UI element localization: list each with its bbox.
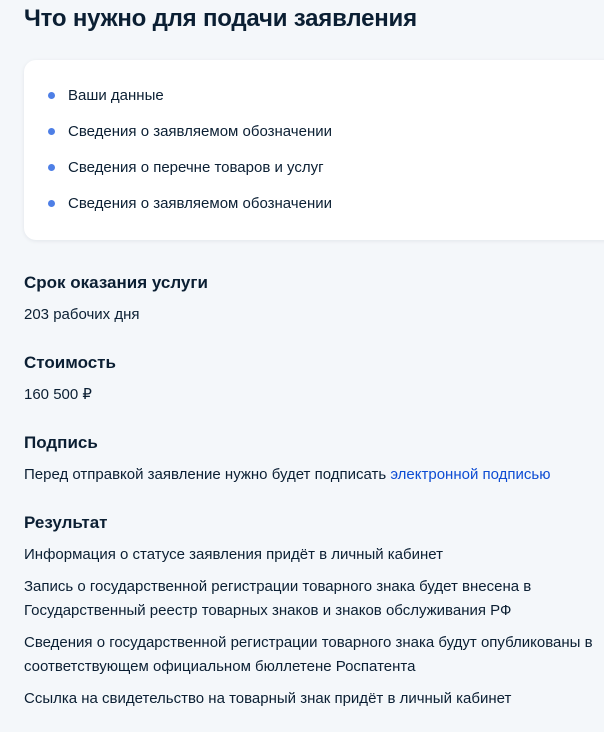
result-item: Сведения о государственной регистрации товарного знака будут опубликованы в соответствующем официальном бюллетене Роспатента xyxy=(24,634,593,675)
cost-title: Стоимость xyxy=(24,353,116,372)
requirement-item xyxy=(48,84,332,120)
signature-section xyxy=(24,431,594,487)
result-title: Результат xyxy=(24,513,108,532)
requirement-label: Ваши данные xyxy=(68,87,164,104)
term-value: 203 рабочих дня xyxy=(24,306,140,323)
requirement-item xyxy=(48,120,332,156)
requirement-label: Сведения о заявляемом обозначении xyxy=(68,195,333,212)
signature-title: Подпись xyxy=(24,433,98,452)
bullet-icon xyxy=(48,164,55,171)
bullet-icon xyxy=(48,200,55,207)
requirement-label: Сведения о перечне товаров и услуг xyxy=(68,159,324,176)
term-section xyxy=(24,271,594,327)
result-item: Ссылка на свидетельство на товарный знак придёт в личный кабинет xyxy=(24,690,512,707)
signature-description: Перед отправкой заявление нужно будет подписать xyxy=(24,466,391,483)
cost-section xyxy=(24,351,594,407)
result-section xyxy=(24,511,594,711)
signature-text xyxy=(24,463,594,487)
page-title: Что нужно для подачи заявления xyxy=(24,5,417,32)
result-item: Информация о статусе заявления придёт в личный кабинет xyxy=(24,546,443,563)
result-item: Запись о государственной регистрации товарного знака будет внесена в Государственный реестр товарных знаков и знаков обслуживания РФ xyxy=(24,578,532,619)
term-title: Срок оказания услуги xyxy=(24,273,208,292)
requirements-card xyxy=(24,60,604,240)
bullet-icon xyxy=(48,128,55,135)
electronic-signature-link[interactable]: электронной подписью xyxy=(390,466,551,483)
requirement-item xyxy=(48,156,332,192)
requirement-item xyxy=(48,192,332,228)
bullet-icon xyxy=(48,92,55,99)
cost-value: 160 500 ₽ xyxy=(24,386,92,403)
requirement-label: Сведения о заявляемом обозначении xyxy=(68,123,333,140)
requirements-list xyxy=(48,84,332,228)
